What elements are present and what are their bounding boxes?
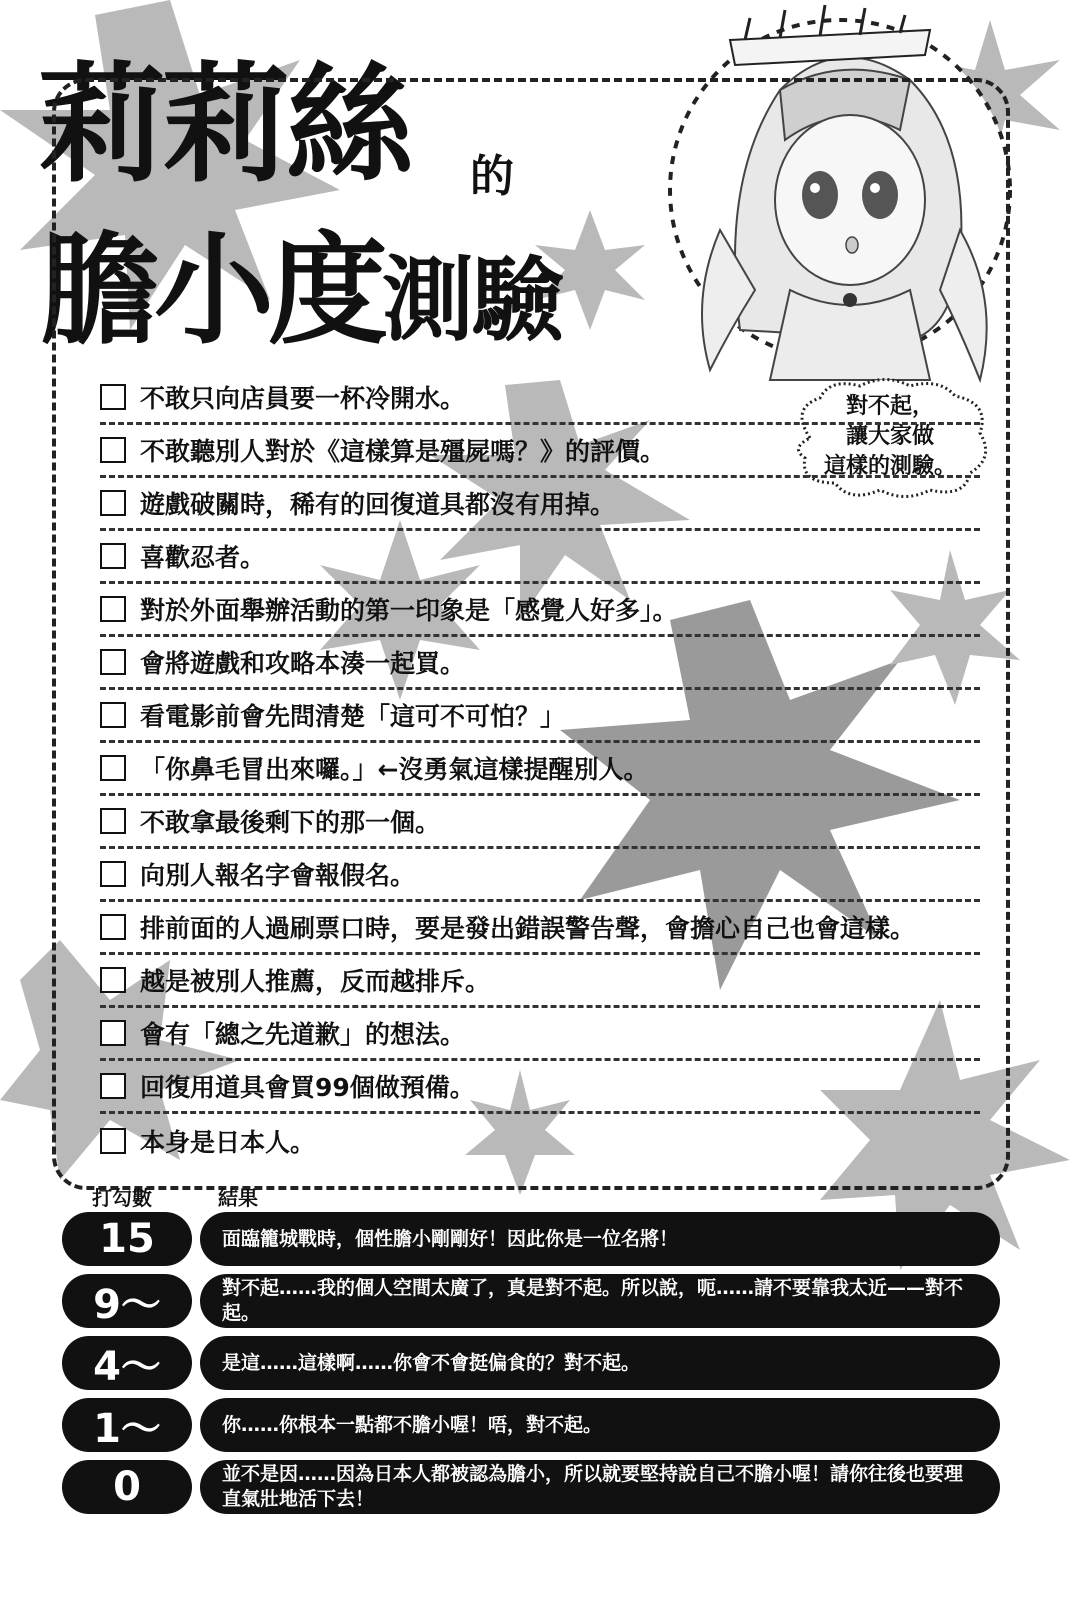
result-row <box>62 1396 1012 1458</box>
checklist-item <box>100 637 980 690</box>
page-title-sub: 測驗 <box>382 247 563 354</box>
checklist-item <box>100 584 980 637</box>
checkbox[interactable] <box>100 490 126 516</box>
bubble-line: 對不起， <box>845 394 934 419</box>
checkbox[interactable] <box>100 1128 126 1154</box>
quiz-checklist <box>100 372 980 1167</box>
checkbox[interactable] <box>100 914 126 940</box>
result-row <box>62 1210 1012 1272</box>
checklist-item-label: 對於外面舉辦活動的第一印象是「感覺人好多」。 <box>140 596 678 625</box>
bubble-line: 這樣的測驗。 <box>823 454 956 479</box>
checkbox[interactable] <box>100 967 126 993</box>
checklist-item-label: 遊戲破關時，稀有的回復道具都沒有用掉。 <box>140 490 616 519</box>
results-result-header: 結果 <box>218 1186 258 1210</box>
result-count-badge: 15 <box>62 1212 192 1266</box>
checkbox[interactable] <box>100 702 126 728</box>
checklist-item-label: 回復用道具會買99個做預備。 <box>140 1073 475 1102</box>
checklist-item <box>100 849 980 902</box>
checklist-item <box>100 1008 980 1061</box>
page-title-line1: 莉莉絲 <box>38 51 411 200</box>
result-description: 並不是因……因為日本人都被認為膽小，所以就要堅持說自己不膽小喔！請你往後也要理直氣壯地活下去！ <box>200 1460 1000 1514</box>
checklist-item <box>100 1114 980 1167</box>
result-count-badge: 9～ <box>62 1274 192 1328</box>
checklist-item-label: 越是被別人推薦，反而越排斥。 <box>140 967 491 996</box>
result-count-badge: 0 <box>62 1460 192 1514</box>
checkbox[interactable] <box>100 437 126 463</box>
result-count-badge: 4～ <box>62 1336 192 1390</box>
result-description: 面臨籠城戰時，個性膽小剛剛好！因此你是一位名將！ <box>200 1212 1000 1266</box>
checkbox[interactable] <box>100 649 126 675</box>
checkbox[interactable] <box>100 1073 126 1099</box>
checkbox[interactable] <box>100 808 126 834</box>
checklist-item-label: 看電影前會先問清楚「這可不可怕？」 <box>140 702 566 731</box>
result-row <box>62 1458 1012 1520</box>
checklist-item <box>100 955 980 1008</box>
checkbox[interactable] <box>100 861 126 887</box>
result-count-badge: 1～ <box>62 1398 192 1452</box>
bubble-line: 讓大家做 <box>845 424 934 449</box>
checklist-item <box>100 372 980 425</box>
result-row <box>62 1272 1012 1334</box>
checklist-item-label: 向別人報名字會報假名。 <box>140 861 416 890</box>
checkbox[interactable] <box>100 596 126 622</box>
checklist-item-label: 「你鼻毛冒出來囉。」←沒勇氣這樣提醒別人。 <box>140 755 649 784</box>
result-description: 你……你根本一點都不膽小喔！唔，對不起。 <box>200 1398 1000 1452</box>
checklist-item <box>100 531 980 584</box>
checklist-item-label: 排前面的人過刷票口時，要是發出錯誤警告聲，會擔心自己也會這樣。 <box>140 914 916 943</box>
checklist-item-label: 不敢只向店員要一杯冷開水。 <box>140 384 466 413</box>
checkbox[interactable] <box>100 1020 126 1046</box>
checklist-item <box>100 902 980 955</box>
checklist-item <box>100 478 980 531</box>
result-row <box>62 1334 1012 1396</box>
checklist-item-label: 喜歡忍者。 <box>140 543 266 572</box>
checklist-item <box>100 796 980 849</box>
checklist-item <box>100 425 980 478</box>
checkbox[interactable] <box>100 543 126 569</box>
checklist-item-label: 會將遊戲和攻略本湊一起買。 <box>140 649 466 678</box>
checklist-item-label: 不敢聽別人對於《這樣算是殭屍嗎？》的評價。 <box>140 437 666 466</box>
checklist-item <box>100 1061 980 1114</box>
page-title-main: 膽小度 <box>40 222 382 361</box>
checkbox[interactable] <box>100 755 126 781</box>
result-description: 是這……這樣啊……你會不會挺偏食的？對不起。 <box>200 1336 1000 1390</box>
page-title-particle: 的 <box>470 151 514 202</box>
result-description: 對不起……我的個人空間太廣了，真是對不起。所以說，呃……請不要靠我太近——對不起。 <box>200 1274 1000 1328</box>
checklist-item <box>100 690 980 743</box>
results-count-header: 打勾數 <box>92 1186 152 1210</box>
checklist-item-label: 不敢拿最後剩下的那一個。 <box>140 808 441 837</box>
checklist-item <box>100 743 980 796</box>
checklist-item-label: 會有「總之先道歉」的想法。 <box>140 1020 466 1049</box>
results-table <box>62 1210 1012 1520</box>
checkbox[interactable] <box>100 384 126 410</box>
checklist-item-label: 本身是日本人。 <box>140 1127 316 1157</box>
